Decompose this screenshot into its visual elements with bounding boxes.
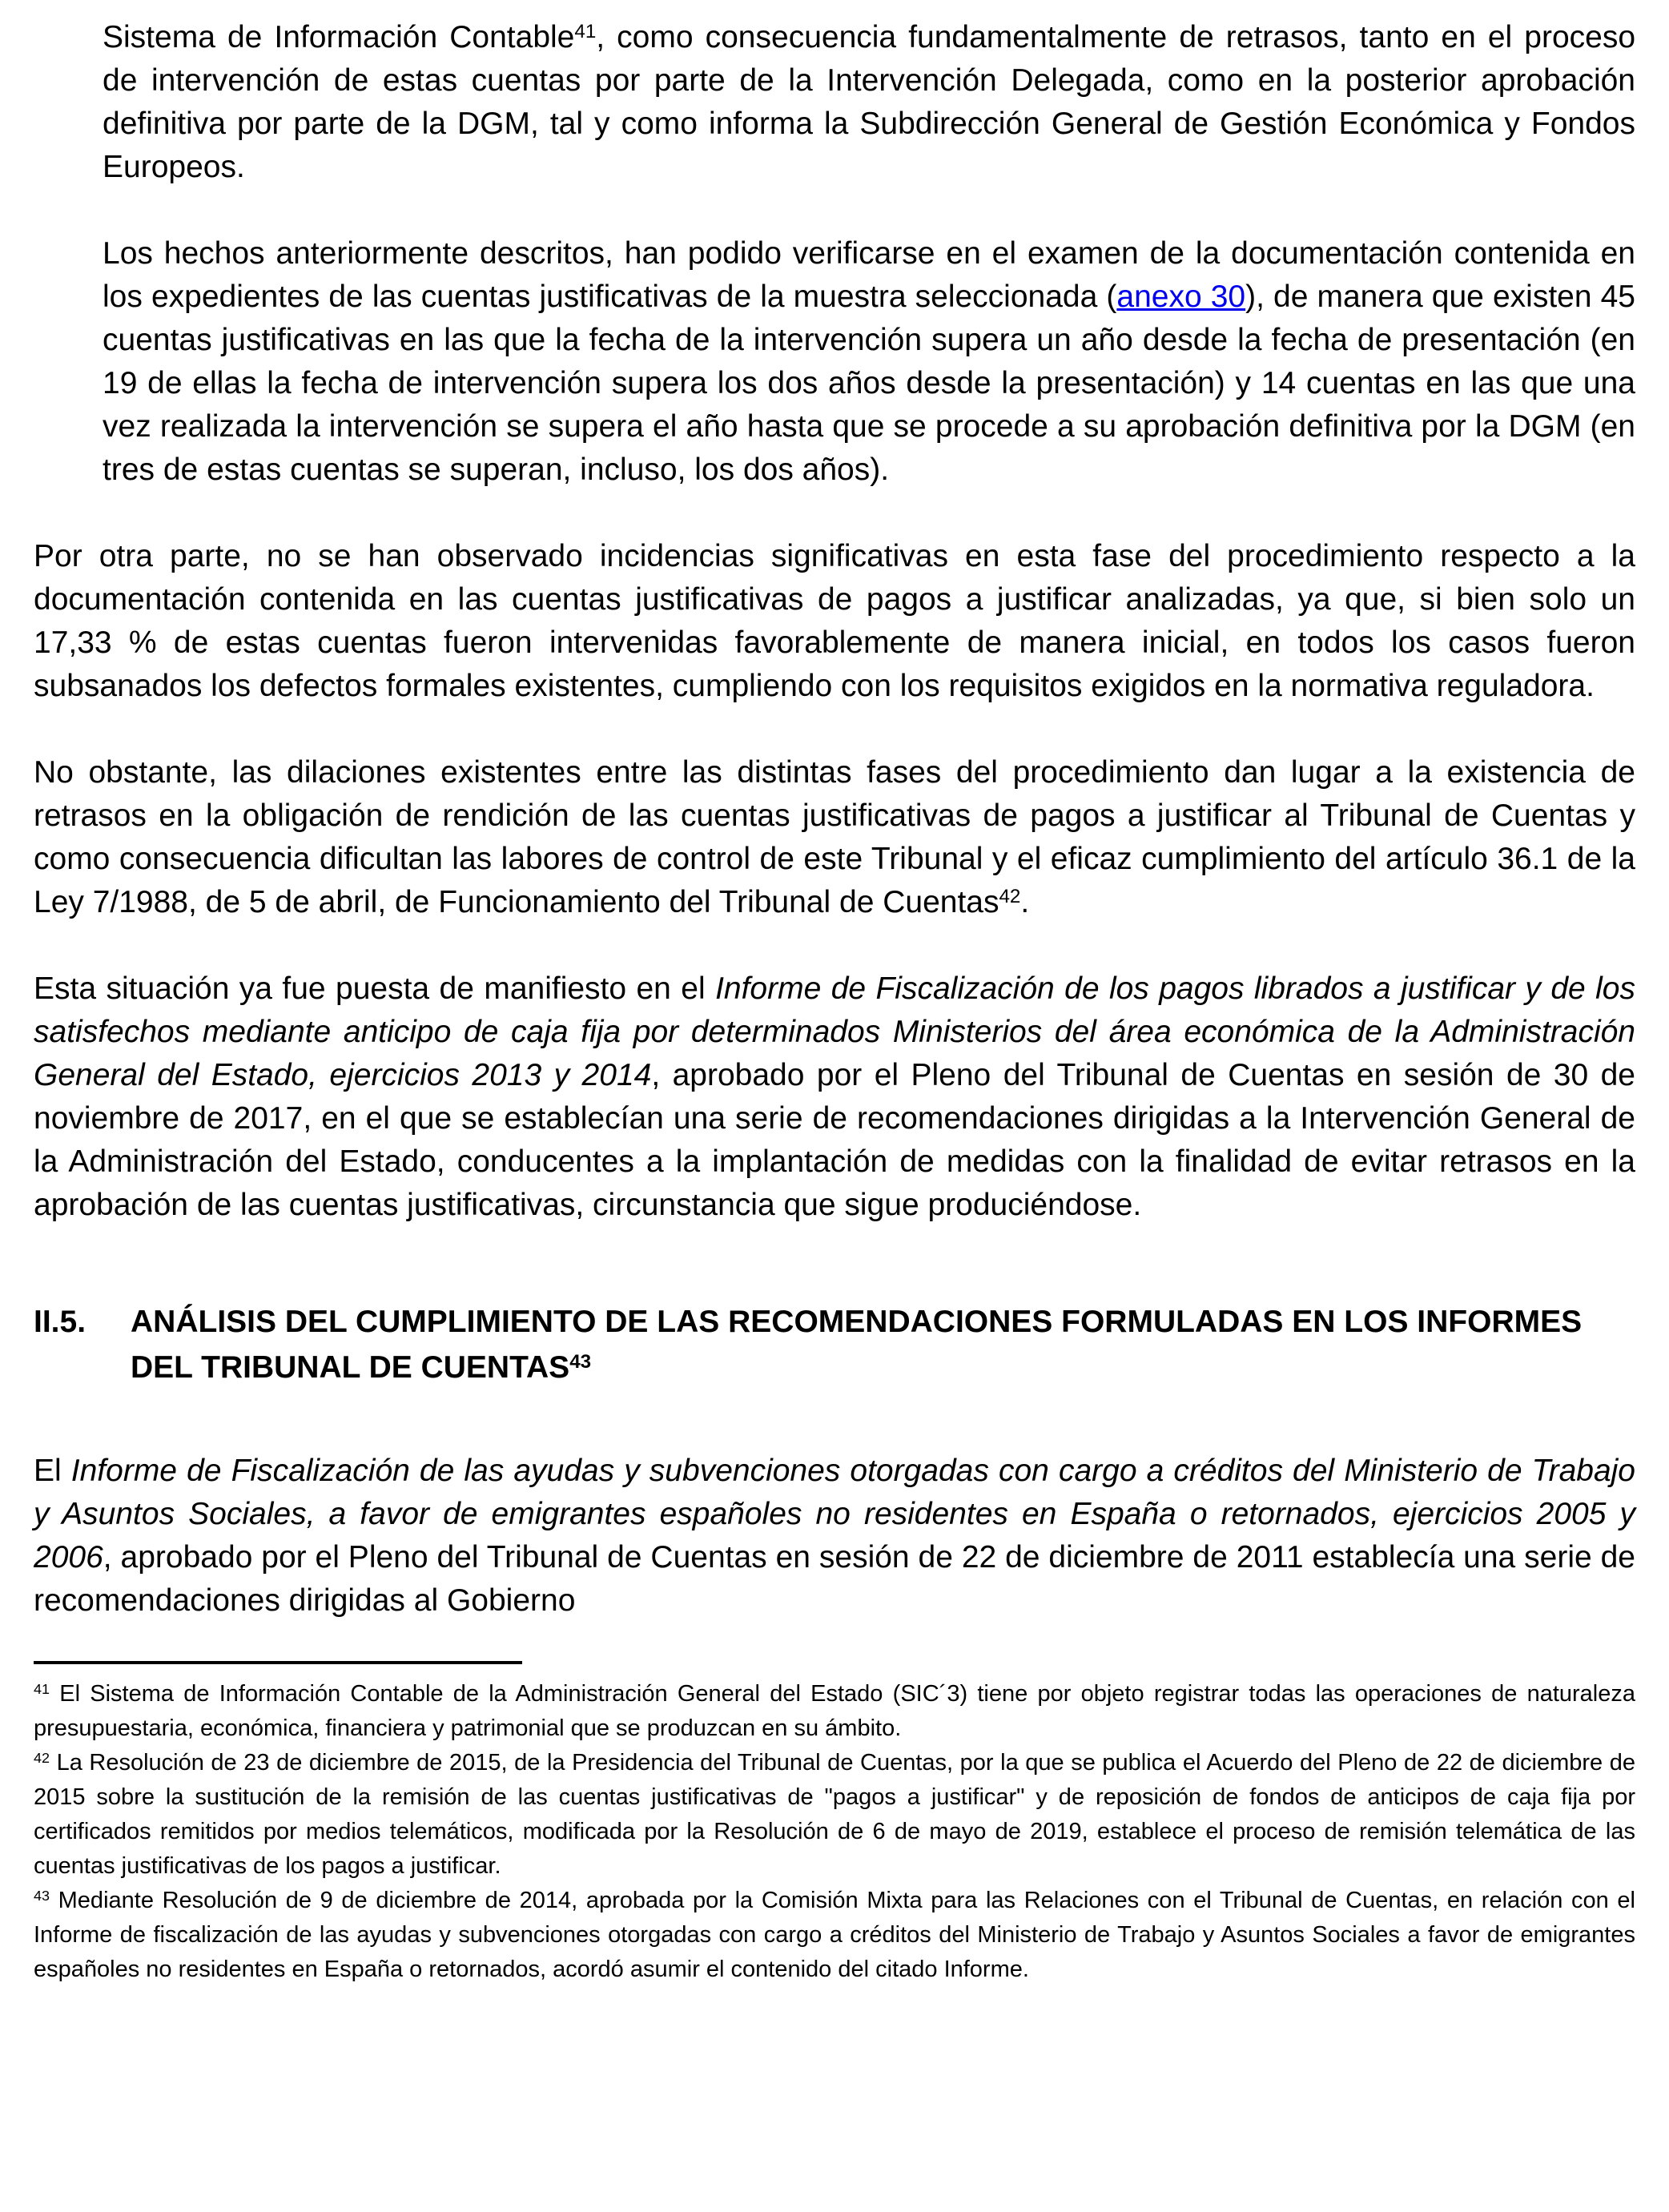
text-run: Mediante Resolución de 9 de diciembre de 2014, aprobada por la Comisión Mixta para las Relaciones con el Tribunal de Cuentas, en relación con el Informe de fiscalización de las ayudas y subvenciones otorgadas con cargo a créditos del Ministerio de Trabajo y Asuntos Sociales a favor de emigrantes españoles no residentes en España o retornados, acordó asumir el contenido del citado Informe. <box>34 1888 1635 1982</box>
text-run: , aprobado por el Pleno del Tribunal de Cuentas en sesión de 22 de diciembre de 2011 establecía una serie de recomendaciones dirigidas al Gobierno <box>34 1540 1635 1618</box>
paragraph <box>34 1450 1635 1623</box>
footnote-42 <box>34 1746 1635 1884</box>
footnotes-section <box>34 1677 1635 1987</box>
anexo-30-link[interactable]: anexo 30 <box>1116 280 1246 314</box>
section-title <box>131 1305 1582 1385</box>
paragraph <box>34 967 1635 1227</box>
footnote-marker: 41 <box>34 1681 50 1698</box>
footnote-marker: 42 <box>34 1750 50 1767</box>
text-run: Sistema de Información Contable <box>103 20 575 54</box>
footnote-reference: 41 <box>574 20 597 42</box>
document-body <box>34 16 1635 1623</box>
footnote-separator <box>34 1661 522 1664</box>
footnote-reference: 43 <box>569 1350 592 1373</box>
footnote-reference: 42 <box>999 885 1021 907</box>
text-run: Por otra parte, no se han observado incidencias significativas en esta fase del procedimiento respecto a la documentación contenida en las cuentas justificativas de pagos a justificar analizadas, ya que, si bien solo un 17,33 % de estas cuentas fueron intervenidas favorablemente de manera inicial, en todos los casos fueron subsanados los defectos formales existentes, cumpliendo con los requisitos exigidos en la normativa reguladora. <box>34 539 1635 703</box>
footnote-41 <box>34 1677 1635 1746</box>
text-run: El Sistema de Información Contable de la Administración General del Estado (SIC´3) tiene por objeto registrar todas las operaciones de naturaleza presupuestaria, económica, financiera y patrimonial que se produzcan en su ámbito. <box>34 1681 1635 1741</box>
paragraph <box>34 751 1635 924</box>
text-run: La Resolución de 23 de diciembre de 2015, de la Presidencia del Tribunal de Cuentas, por la que se publica el Acuerdo del Pleno de 22 de diciembre de 2015 sobre la sustitución de la remisión de las cuentas justificativas de "pagos a justificar" y de reposición de fondos de anticipos de caja fija por certificados remitidos por medios telemáticos, modificada por la Resolución de 6 de mayo de 2019, establece el proceso de remisión telemática de las cuentas justificativas de los pagos a justificar. <box>34 1750 1635 1879</box>
paragraph <box>34 535 1635 708</box>
paragraph <box>103 232 1635 492</box>
text-run: Los hechos anteriormente descritos, han podido verificarse en el examen de la documentación contenida en los expedientes de las cuentas justificativas de la muestra seleccionada ( <box>103 236 1635 314</box>
report-title-italic: Informe de Fiscalización de los pagos librados a justificar y de los satisfechos mediante anticipo de caja fija por determinados Ministerios del área económica de la Administración General del Estado, ejercicios 2013 y 2014 <box>34 971 1635 1092</box>
text-run: Esta situación ya fue puesta de manifiesto en el <box>34 971 716 1006</box>
text-run: ), de manera que existen 45 cuentas justificativas en las que la fecha de la intervención supera un año desde la fecha de presentación (en 19 de ellas la fecha de intervención supera los dos años desde la presentación) y 14 cuentas en las que una vez realizada la intervención se supera el año hasta que se procede a su aprobación definitiva por la DGM (en tres de estas cuentas se superan, incluso, los dos años). <box>103 280 1635 487</box>
section-number: II.5. <box>34 1305 86 1339</box>
text-run: ANÁLISIS DEL CUMPLIMIENTO DE LAS RECOMENDACIONES FORMULADAS EN LOS INFORMES DEL TRIBUNAL DE CUENTAS <box>131 1305 1583 1385</box>
footnote-43 <box>34 1884 1635 1987</box>
text-run: , como consecuencia fundamentalmente de retrasos, tanto en el proceso de intervención de estas cuentas por parte de la Intervención Delegada, como en la posterior aprobación definitiva por parte de la DGM, tal y como informa la Subdirección General de Gestión Económica y Fondos Europeos. <box>103 20 1636 184</box>
text-run: El <box>34 1454 71 1488</box>
text-run: , aprobado por el Pleno del Tribunal de Cuentas en sesión de 30 de noviembre de 2017, en el que se establecían una serie de recomendaciones dirigidas a la Intervención General de la Administración del Estado, conducentes a la implantación de medidas con la finalidad de evitar retrasos en la aprobación de las cuentas justificativas, circunstancia que sigue produciéndose. <box>34 1058 1635 1222</box>
section-heading <box>34 1299 1635 1390</box>
paragraph <box>103 16 1635 189</box>
footnote-marker: 43 <box>34 1888 50 1904</box>
text-run: No obstante, las dilaciones existentes entre las distintas fases del procedimiento dan lugar a la existencia de retrasos en la obligación de rendición de las cuentas justificativas de pagos a justificar al Tribunal de Cuentas y como consecuencia dificultan las labores de control de este Tribunal y el eficaz cumplimiento del artículo 36.1 de la Ley 7/1988, de 5 de abril, de Funcionamiento del Tribunal de Cuentas <box>34 755 1635 919</box>
text-run: . <box>1020 885 1030 919</box>
report-title-italic: Informe de Fiscalización de las ayudas y subvenciones otorgadas con cargo a créditos del Ministerio de Trabajo y Asuntos Sociales, a favor de emigrantes españoles no residentes en España o retornados, ejercicios 2005 y 2006 <box>34 1454 1635 1575</box>
